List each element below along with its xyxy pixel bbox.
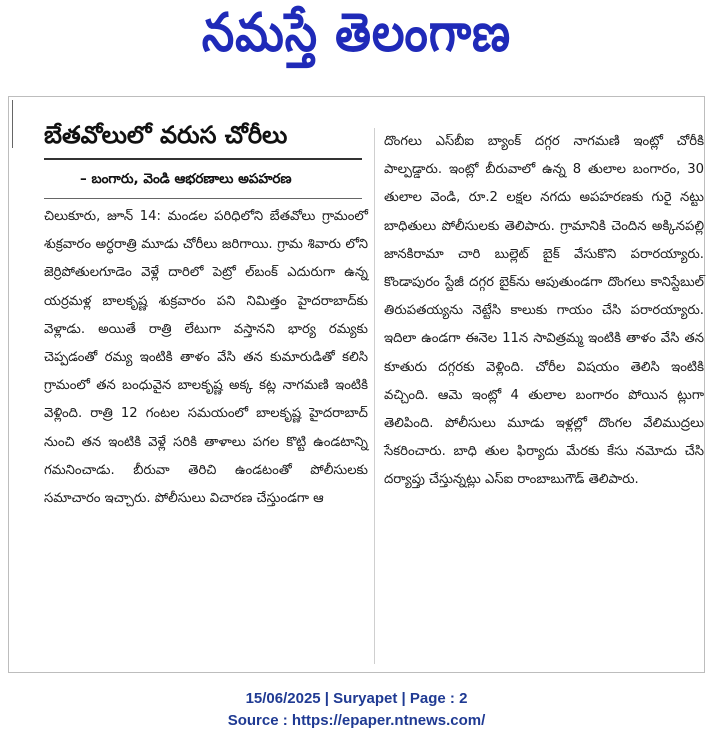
headline-divider (44, 158, 362, 160)
article-left-column (44, 118, 368, 513)
page-footer (0, 688, 713, 732)
edition-info: 15/06/2025 | Suryapet | Page : 2 (245, 690, 468, 707)
article-body-left: చిలుకూరు, జూన్ 14: మండల పరిధిలోని బేతవోలు గ్రామంలో శుక్రవారం అర్ధరాత్రి మూడు చోరీలు జరిగాయి. గ్రామ శివారు లోని జెర్రిపోతులగూడెం వెళ్లే దారిలో పెట్రో ల్‌బంక్ ఎదురుగా ఉన్న యర్రమళ్ల బాలకృష్ణ శుక్రవారం పని నిమిత్తం హైదరాబాద్‌కు వెళ్లాడు. అయితే రాత్రి లేటుగా వస్తానని భార్య రమ్యకు చెప్పడంతో రమ్య ఇంటికి తాళం వేసి తన కుమారుడితో కలిసి గ్రామంలో తన బంధువైన బాలకృష్ణ అక్క కట్ల నాగమణి ఇంటికి వెళ్లింది. రాత్రి 12 గంటల సమయంలో బాలకృష్ణ హైదరాబాద్ నుంచి తన ఇంటికి వెళ్లే సరికి తాళాలు పగల కొట్టి ఉండటాన్ని గమనించాడు. బీరువా తెరిచి ఉండటంతో పోలీసులకు సమాచారం ఇచ్చారు. పోలీసులు విచారణ చేస్తుండగా ఆ (44, 209, 368, 507)
masthead (0, 0, 713, 78)
article-subhead: – బంగారు, వెండి ఆభరణాలు అపహరణ (80, 171, 292, 187)
source-link[interactable]: Source : https://epaper.ntnews.com/ (227, 712, 486, 729)
subhead-divider (44, 198, 362, 199)
newspaper-logo: నమస్తే తెలంగాణ (201, 1, 512, 64)
article-body-right: దొంగలు ఎస్‌బీఐ బ్యాంక్ దగ్గర నాగమణి ఇంట్లో చోరీకి పాల్పడ్డారు. ఇంట్లో బీరువాలో ఉన్న 8 తులాల బంగారం, 30 తులాల వెండి, రూ.2 లక్షల నగదు అపహరణకు గురై నట్టు బాధితులు పోలీసులకు తెలిపారు. గ్రామానికి చెందిన అక్కినపల్లి జానకిరామా చారి బుల్లెట్ బైక్ వేసుకొని పరారయ్యారు. కొండాపురం స్టేజీ దగ్గర బైక్‌ను ఆపుతుండగా దొంగలు కానిస్టేబుల్ తిరుపతయ్యను నెట్టేసి కాలుకు గాయం చేసి పరారయ్యారు. ఇదిలా ఉండగా ఈనెల 11న సావిత్రమ్మ ఇంటికి తాళం వేసి తన కూతురు దగ్గరకు వెళ్లింది. చోరీల విషయం తెలిసి ఇంటికి వచ్చింది. ఆమె ఇంట్లో 4 తులాల బంగారం పోయిన ట్లుగా తెలిపింది. పోలీసులు మూడు ఇళ్లల్లో దొంగల వేలిముద్రలు సేకరించారు. బాధి తుల ఫిర్యాదు మేరకు కేసు నమోదు చేసి దర్యాప్తు చేస్తున్నట్లు ఎస్ఐ రాంబాబుగౌడ్ తెలిపారు. (384, 134, 704, 488)
column-divider (374, 128, 375, 664)
article-headline: బేతవోలులో వరుస చోరీలు (44, 121, 288, 149)
article-right-column (384, 128, 704, 495)
clipping-edge-mark (12, 100, 13, 148)
